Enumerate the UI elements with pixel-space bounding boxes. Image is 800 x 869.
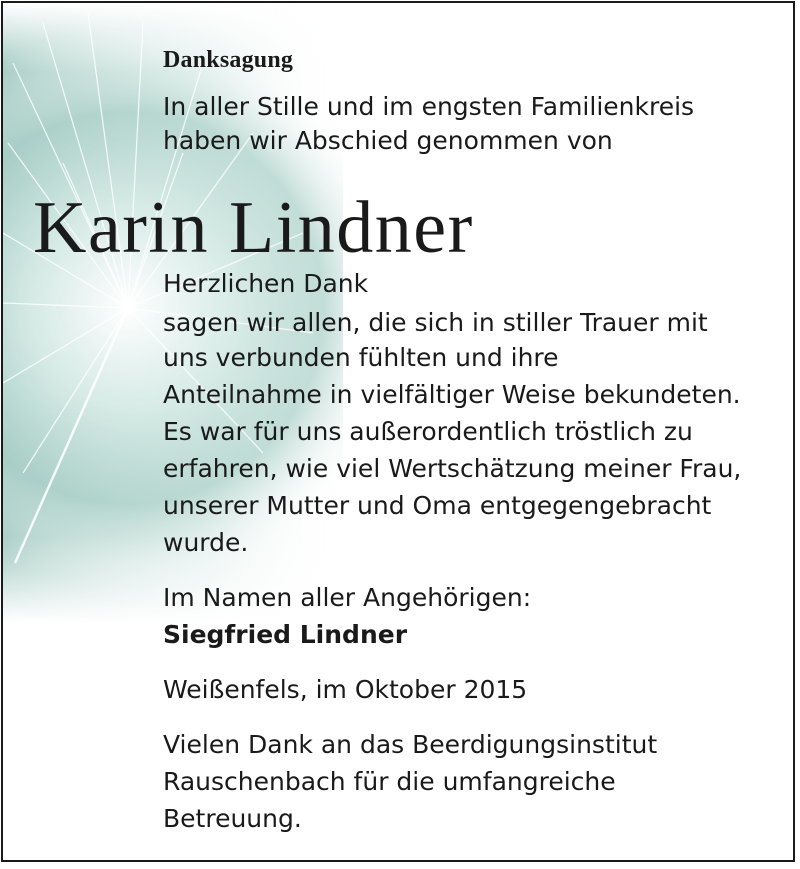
closing-line-2: Rauschenbach für die umfangreiche xyxy=(163,767,616,796)
obituary-frame xyxy=(1,1,795,862)
thanks-line-5: erfahren, wie viel Wertschätzung meiner Frau, xyxy=(163,454,742,483)
closing-line-3: Betreuung. xyxy=(163,804,302,833)
deceased-name: Karin Lindner xyxy=(33,187,474,269)
thanks-title: Herzlichen Dank xyxy=(163,269,369,298)
thanks-line-2: uns verbunden fühlten und ihre xyxy=(163,343,559,372)
thanks-line-6: unserer Mutter und Oma entgegengebracht xyxy=(163,491,712,520)
signer-name: Siegfried Lindner xyxy=(163,620,408,649)
intro-line-2: haben wir Abschied genommen von xyxy=(163,126,613,155)
intro-line-1: In aller Stille und im engsten Familienkreis xyxy=(163,92,695,121)
thanks-line-1: sagen wir allen, die sich in stiller Trauer mit xyxy=(163,308,708,337)
thanks-line-3: Anteilnahme in vielfältiger Weise bekundeten. xyxy=(163,380,741,409)
obituary-content xyxy=(3,3,795,862)
notice-heading: Danksagung xyxy=(163,47,294,73)
closing-line-1: Vielen Dank an das Beerdigungsinstitut xyxy=(163,730,658,759)
thanks-line-4: Es war für uns außerordentlich tröstlich zu xyxy=(163,417,693,446)
thanks-line-7: wurde. xyxy=(163,528,249,557)
place-date: Weißenfels, im Oktober 2015 xyxy=(163,675,528,704)
on-behalf: Im Namen aller Angehörigen: xyxy=(163,583,532,612)
